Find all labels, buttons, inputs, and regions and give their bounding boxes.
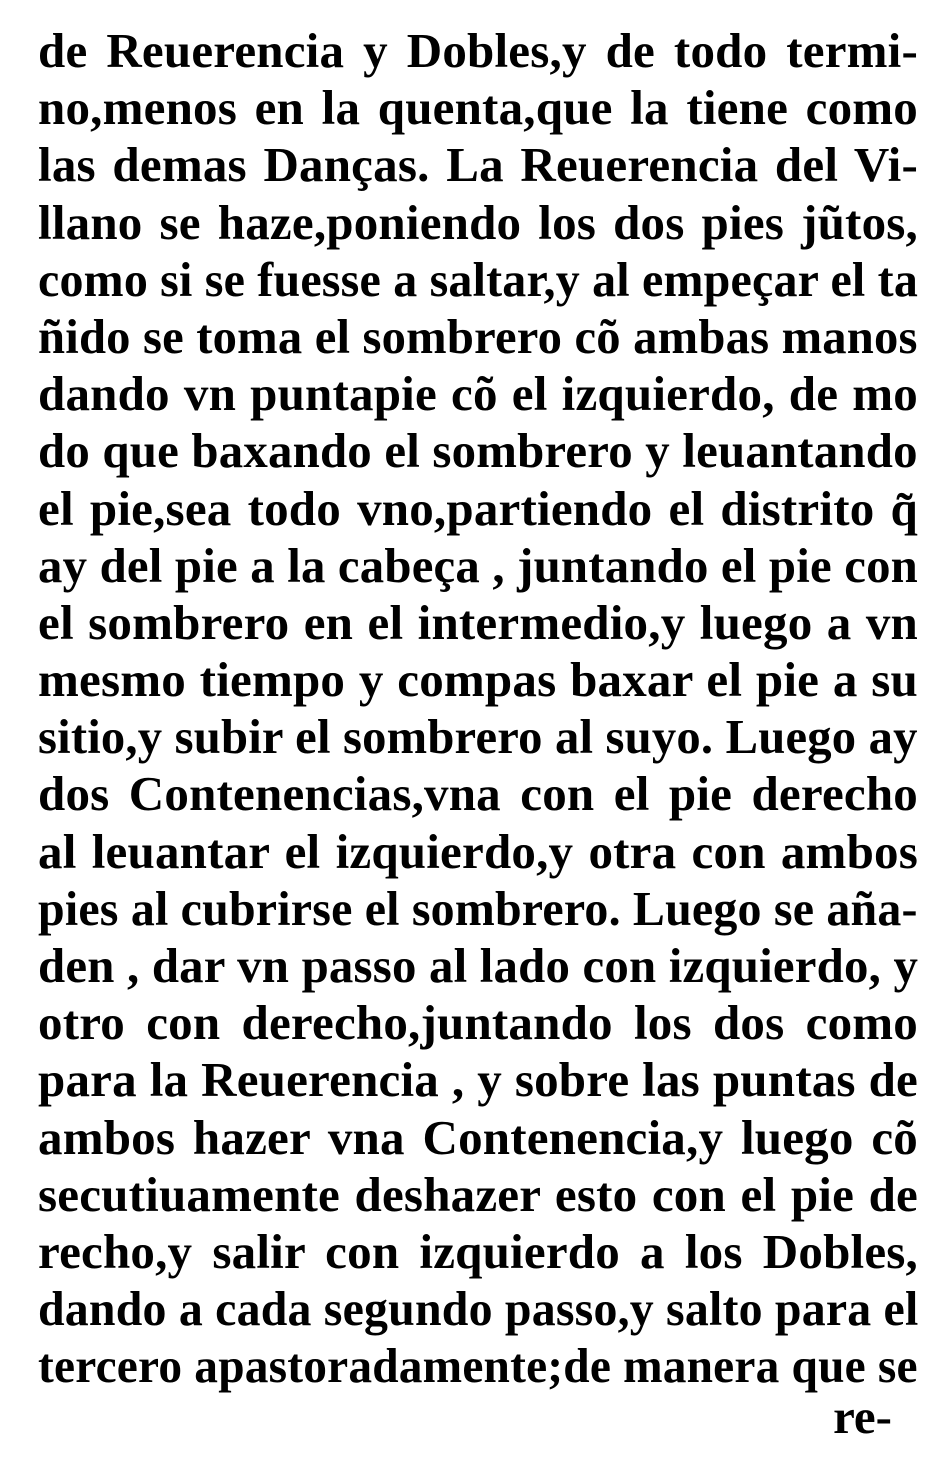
text-line: dando a cada segundo passo,y salto para el <box>38 1281 919 1337</box>
text-line: al leuantar el izquierdo,y otra con ambos <box>38 823 918 879</box>
text-line: pies al cubrirse el sombrero. Luego se aña- <box>38 880 918 936</box>
text-line: como si se fuesse a saltar,y al empeçar el ta <box>38 251 918 307</box>
text-line: mesmo tiempo y compas baxar el pie a su <box>38 652 918 708</box>
text-line: recho,y salir con izquierdo a los Dobles, <box>38 1223 918 1279</box>
text-line: el sombrero en el intermedio,y luego a vn <box>38 594 918 650</box>
text-line: las demas Danças. La Reuerencia del Vi- <box>38 137 918 193</box>
catchword: re- <box>833 1389 892 1444</box>
text-line: sitio,y subir el sombrero al suyo. Luego ay <box>38 709 918 765</box>
text-line: ay del pie a la cabeça , juntando el pie con <box>38 537 919 593</box>
text-line: el pie,sea todo vno,partiendo el distrito q̃ <box>38 480 918 536</box>
text-line: de Reuerencia y Dobles,y de todo termi- <box>38 23 918 78</box>
text-line: otro con derecho,juntando los dos como <box>38 995 918 1051</box>
text-line: no,menos en la quenta,que la tiene como <box>38 80 918 136</box>
text-line: dando vn puntapie cõ el izquierdo, de mo <box>38 366 918 422</box>
text-line: tercero apastoradamente;de manera que se <box>38 1338 918 1394</box>
text-line: dos Contenencias,vna con el pie derecho <box>38 766 918 822</box>
text-line: ñido se toma el sombrero cõ ambas manos <box>38 308 918 364</box>
text-line: do que baxando el sombrero y leuantando <box>38 423 918 479</box>
text-line: secutiuamente deshazer esto con el pie de <box>38 1166 918 1222</box>
body-text <box>38 22 918 1395</box>
text-line: ambos hazer vna Contenencia,y luego cõ <box>38 1109 918 1165</box>
text-line: llano se haze,poniendo los dos pies jũtos, <box>38 194 918 250</box>
text-line: para la Reuerencia , y sobre las puntas de <box>38 1052 918 1108</box>
text-line: den , dar vn passo al lado con izquierdo, y <box>38 938 919 993</box>
